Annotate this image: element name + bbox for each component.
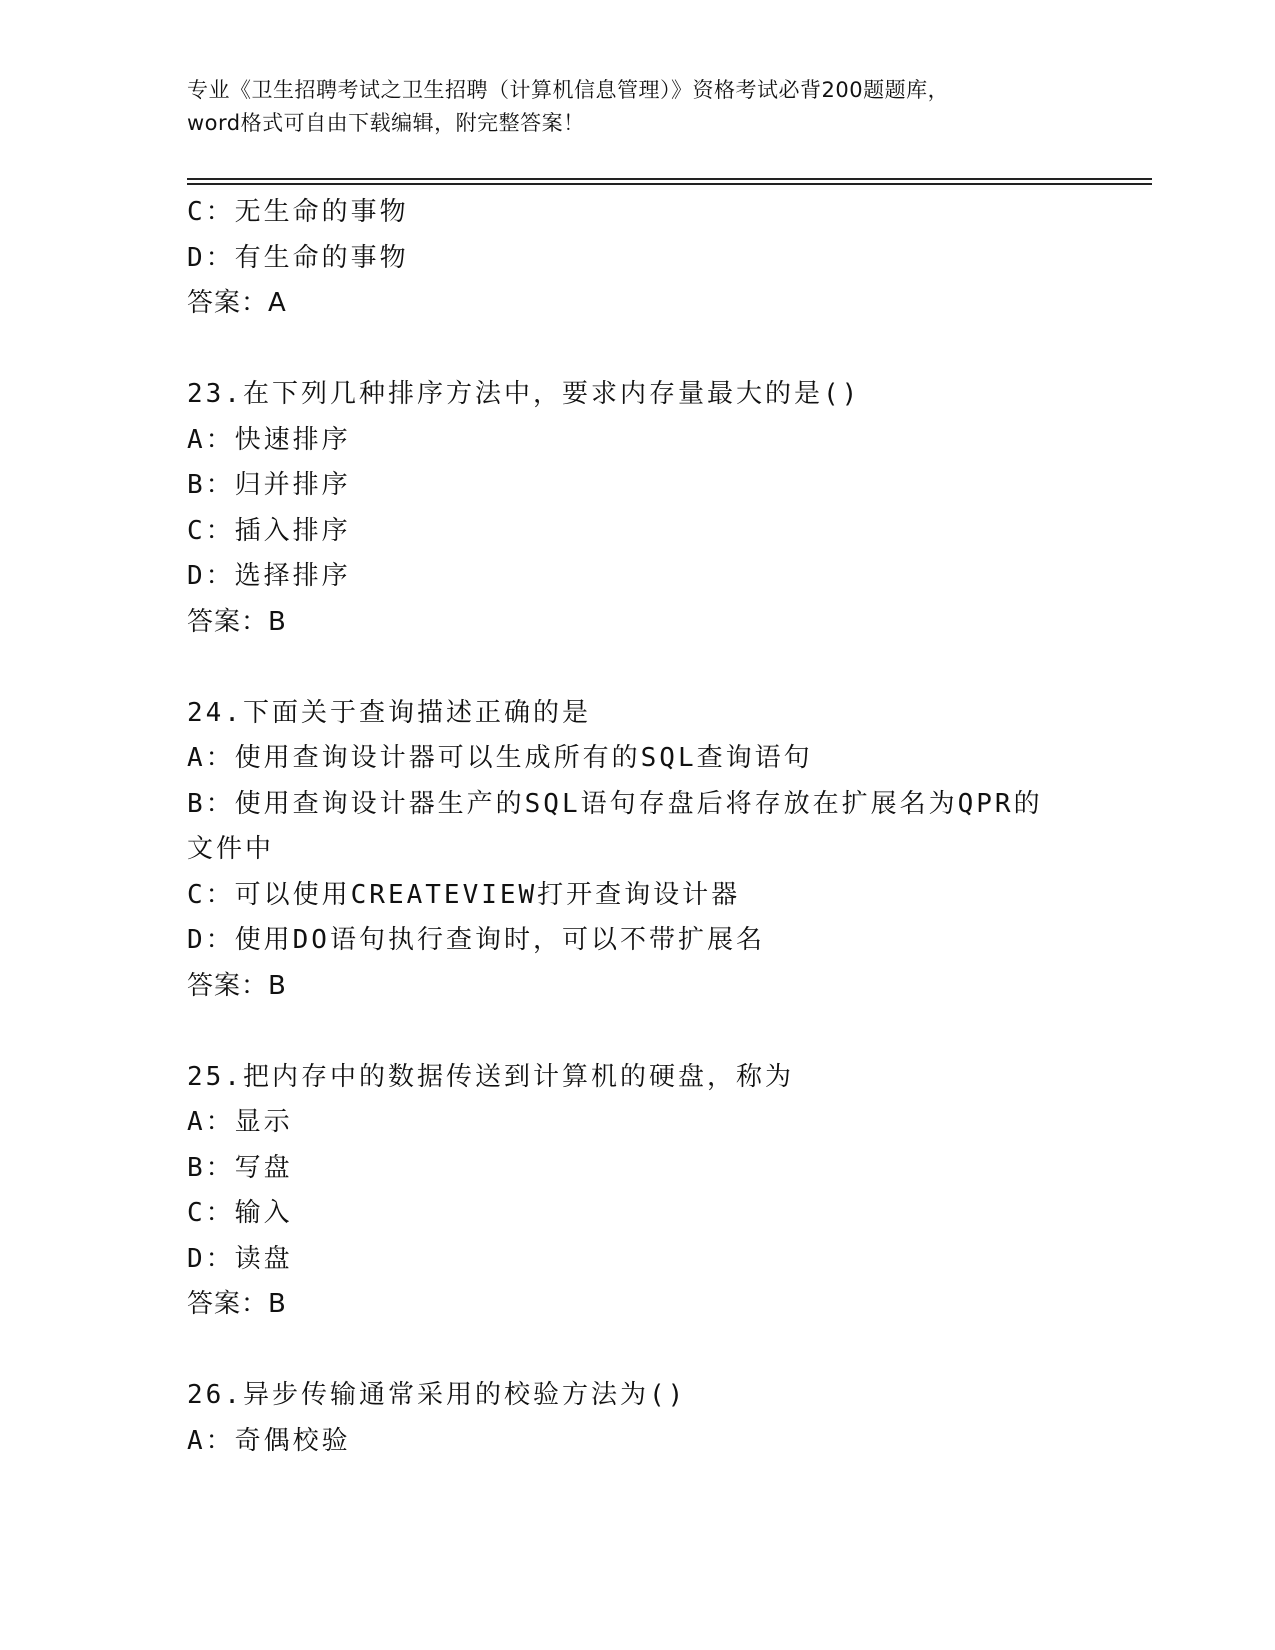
header-line-1: 专业《卫生招聘考试之卫生招聘（计算机信息管理）》资格考试必背200题题库，: [187, 78, 950, 102]
previous-question-tail: [187, 190, 1152, 327]
header-divider-top: [187, 178, 1152, 180]
question-stem: 26.异步传输通常采用的校验方法为(): [187, 1380, 687, 1410]
option-d: D：读盘: [187, 1243, 293, 1274]
option-c: C：插入排序: [187, 515, 351, 546]
option-c: C：输入: [187, 1198, 293, 1228]
answer-line: 答案：B: [187, 1289, 287, 1319]
question-stem: 24.下面关于查询描述正确的是: [187, 697, 591, 728]
answer-line: 答案：B: [187, 970, 287, 1001]
header-divider-bottom: [187, 183, 1152, 185]
answer-line: 答案：B: [187, 606, 287, 637]
option-d: D：使用DO语句执行查询时，可以不带扩展名: [187, 925, 765, 955]
question-26: [187, 1373, 1152, 1464]
option-d: D：有生命的事物: [187, 242, 409, 273]
option-c: C：可以使用CREATEVIEW打开查询设计器: [187, 879, 741, 910]
option-d: D：选择排序: [187, 561, 351, 591]
option-b: B：归并排序: [187, 470, 351, 500]
option-b: B：写盘: [187, 1152, 293, 1183]
question-25: [187, 1055, 1152, 1328]
option-a: A：使用查询设计器可以生成所有的SQL查询语句: [187, 743, 813, 773]
question-list: [187, 190, 1152, 1464]
option-c: C：无生命的事物: [187, 197, 409, 227]
question-24: [187, 691, 1152, 1010]
document-header: [187, 74, 1087, 140]
header-line-2: word格式可自由下载编辑，附完整答案！: [187, 111, 585, 135]
answer-line: 答案：A: [187, 288, 287, 318]
option-b: B：使用查询设计器生产的SQL语句存盘后将存放在扩展名为QPR的文件中: [187, 788, 1043, 864]
question-stem: 25.把内存中的数据传送到计算机的硬盘，称为: [187, 1061, 794, 1092]
option-a: A：奇偶校验: [187, 1425, 351, 1456]
option-a: A：快速排序: [187, 424, 351, 455]
option-a: A：显示: [187, 1107, 293, 1137]
question-stem: 23.在下列几种排序方法中，要求内存量最大的是(): [187, 379, 861, 409]
question-23: [187, 372, 1152, 645]
